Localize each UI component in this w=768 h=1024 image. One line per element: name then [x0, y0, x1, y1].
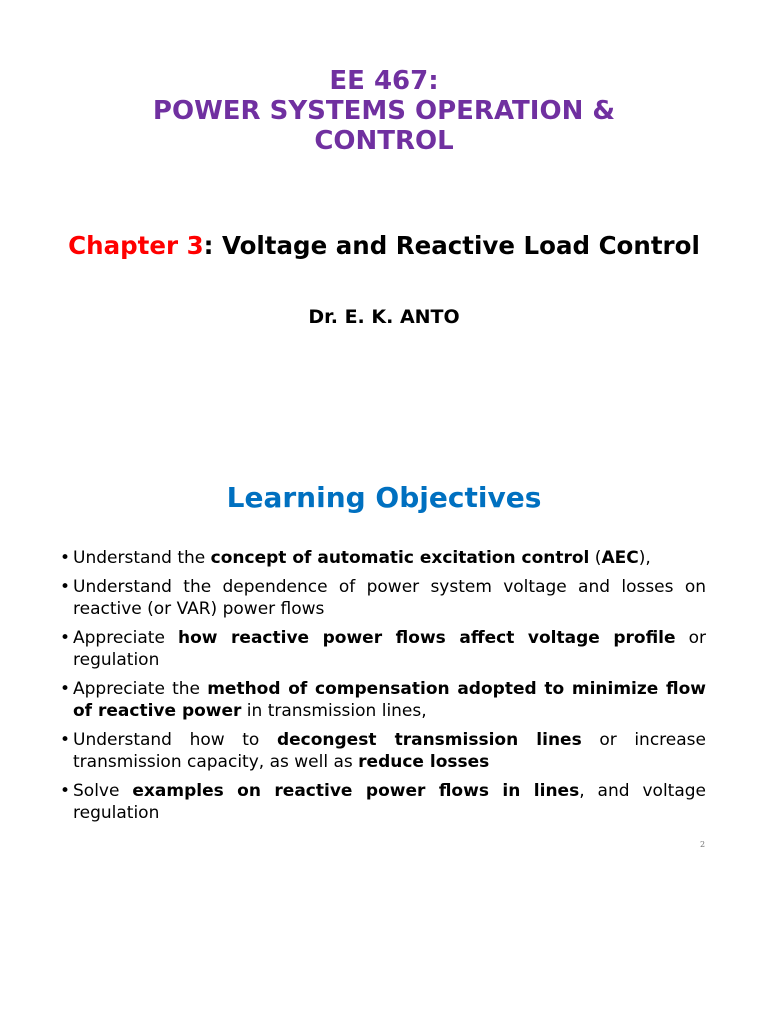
objective-text: Understand how to: [73, 730, 277, 750]
objective-text: ),: [638, 548, 651, 568]
bullet-icon: •: [60, 781, 71, 801]
bullet-icon: •: [60, 730, 71, 750]
objective-item: [60, 576, 706, 620]
objective-text: or regulation: [73, 628, 706, 670]
objective-text: in transmission lines,: [241, 701, 427, 721]
objectives-list: [60, 547, 706, 831]
bullet-icon: •: [60, 548, 71, 568]
objective-item: [60, 547, 706, 569]
objective-item: [60, 678, 706, 722]
author-name: Dr. E. K. ANTO: [308, 306, 460, 328]
objective-text: Solve: [73, 781, 133, 801]
objective-item: [60, 780, 706, 824]
chapter-separator: :: [203, 231, 222, 260]
objective-emphasis: concept of automatic excitation control: [210, 548, 590, 568]
objective-emphasis: method of compensation adopted to minimize flow of reactive power: [73, 679, 707, 721]
objective-text: Understand the: [73, 548, 211, 568]
objective-emphasis: reduce losses: [358, 752, 490, 772]
objective-emphasis: examples on reactive power flows in lines: [132, 781, 580, 801]
objective-emphasis: decongest transmission lines: [276, 730, 582, 750]
bullet-icon: •: [60, 679, 71, 699]
objective-emphasis: how reactive power flows affect voltage profile: [177, 628, 676, 648]
objective-text: Appreciate: [73, 628, 178, 648]
objective-item: [60, 729, 706, 773]
course-code: EE 467:: [329, 66, 439, 96]
course-name-line-1: POWER SYSTEMS OPERATION &: [152, 96, 616, 126]
bullet-icon: •: [60, 628, 71, 648]
chapter-title: Voltage and Reactive Load Control: [221, 231, 700, 260]
slide-number: 2: [700, 840, 706, 849]
objective-text: (: [589, 548, 602, 568]
objective-emphasis: AEC: [601, 548, 639, 568]
objective-item: [60, 627, 706, 671]
chapter-heading: [0, 228, 768, 264]
learning-objectives-heading: Learning Objectives: [226, 481, 542, 514]
chapter-label: Chapter 3: [68, 231, 204, 260]
objective-text: , and voltage regulation: [73, 781, 706, 823]
objective-text: or increase transmission capacity, as well as: [73, 730, 706, 772]
course-name-line-2: CONTROL: [314, 126, 454, 156]
objective-text: Appreciate the: [73, 679, 208, 699]
objective-text: Understand the dependence of power system voltage and losses on reactive (or VAR) power flows: [73, 577, 706, 619]
bullet-icon: •: [60, 577, 71, 597]
